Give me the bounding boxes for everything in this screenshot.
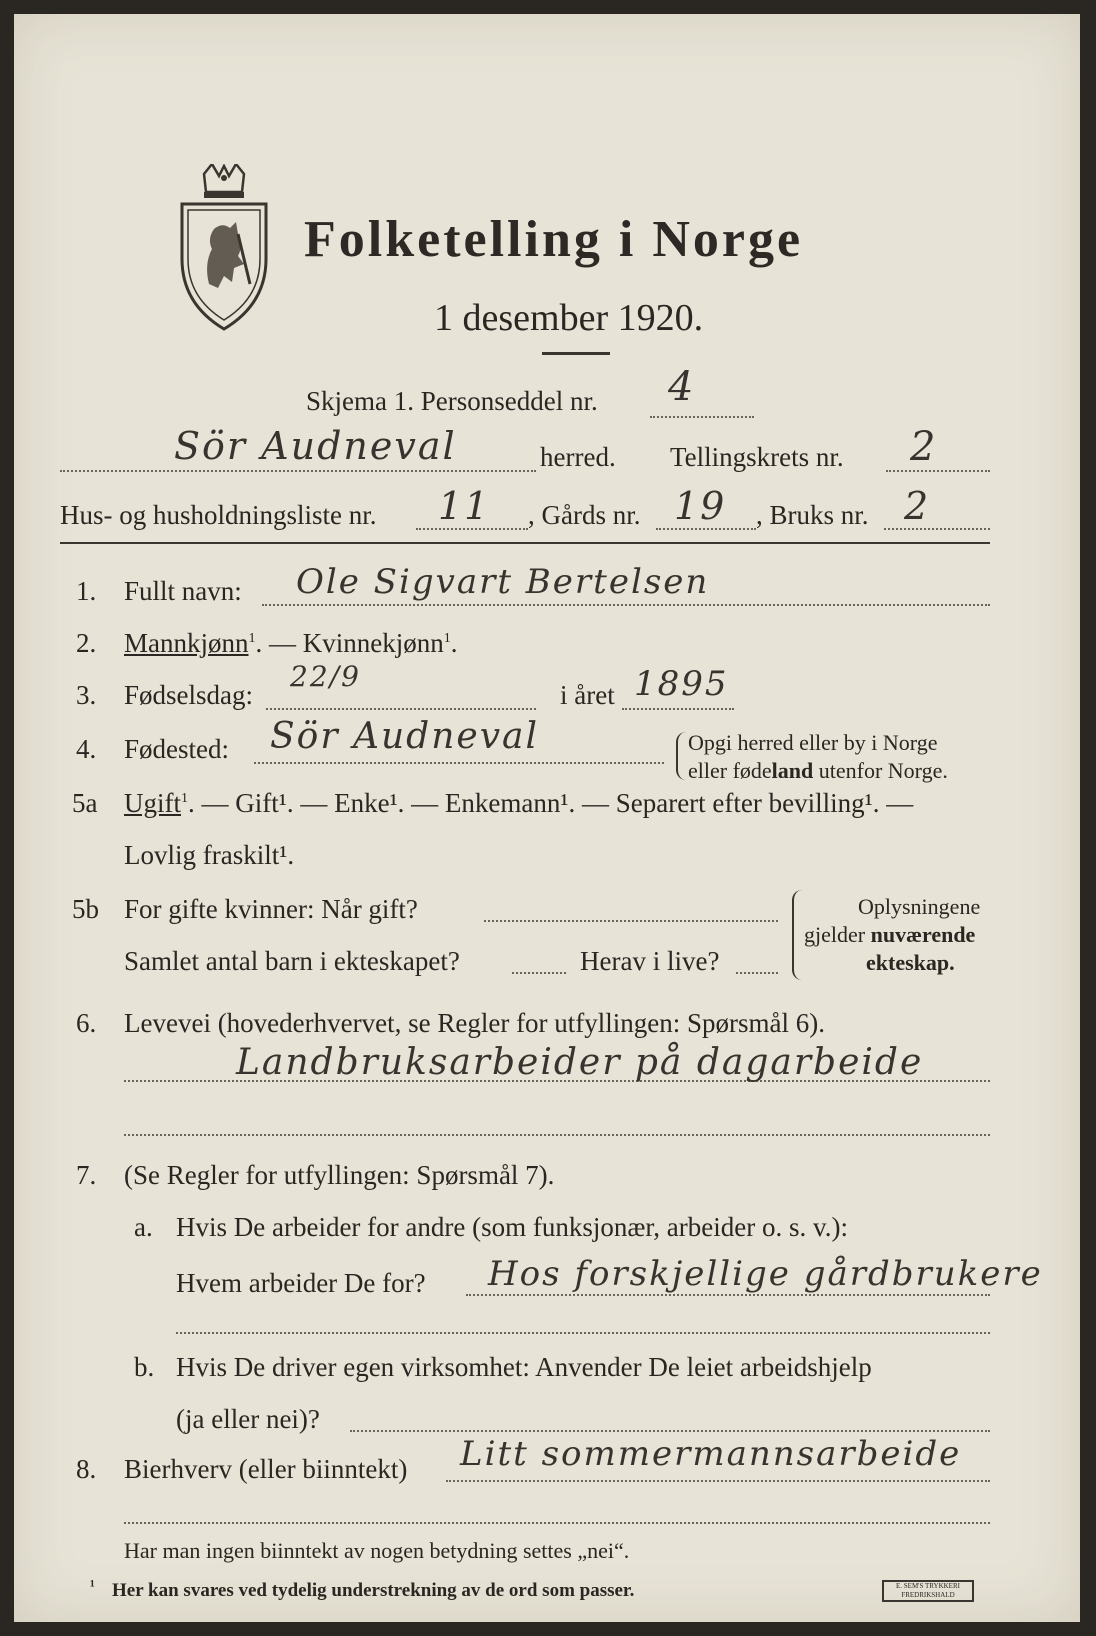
- q7a-line: [466, 1294, 990, 1296]
- herred-label: herred.: [540, 442, 616, 472]
- q2-number: 2.: [76, 628, 97, 658]
- q6-line2: [124, 1134, 990, 1136]
- footer-note: Har man ingen biinntekt av nogen betydning settes „nei“.: [124, 1538, 630, 1563]
- birthplace-value: Sör Audneval: [270, 716, 540, 757]
- q4-note-2c: utenfor Norge.: [813, 758, 948, 783]
- tellingskrets-line: [886, 470, 990, 472]
- q1-line: [262, 604, 990, 606]
- printer-stamp: E. SEM'S TRYKKERI FREDRIKSHALD: [882, 1580, 974, 1602]
- q4-note-2a: eller føde: [688, 758, 772, 783]
- q4-brace: [676, 732, 686, 780]
- q4-note-line2: [688, 758, 948, 784]
- tellingskrets-nr: 2: [910, 424, 938, 470]
- husliste-label: Hus- og husholdningsliste nr.: [60, 500, 377, 530]
- q5b-note-line3: ekteskap.: [866, 950, 955, 975]
- q8-line: [446, 1480, 990, 1482]
- header-rule: [60, 542, 990, 544]
- q7a-text: Hvis De arbeider for andre (som funksjonær, arbeider o. s. v.):: [176, 1212, 848, 1242]
- q5b-note-2b: nuværende: [870, 922, 976, 947]
- occupation-value: Landbruksarbeider på dagarbeide: [236, 1042, 924, 1083]
- q3-label: Fødselsdag:: [124, 680, 254, 710]
- census-form-page: [14, 14, 1080, 1622]
- footnote-text: Her kan svares ved tydelig understrekning av de ord som passer.: [112, 1580, 635, 1601]
- female-option: Kvinnekjønn: [302, 628, 444, 658]
- birth-year-value: 1895: [634, 664, 729, 704]
- q8-label: Bierhverv (eller biinntekt): [124, 1454, 408, 1484]
- q7a-label2: Hvem arbeider De for?: [176, 1268, 426, 1298]
- year-label: i året: [560, 680, 615, 710]
- gards-nr: 19: [674, 484, 727, 528]
- tellingskrets-label: Tellingskrets nr.: [670, 442, 844, 472]
- bruks-label: , Bruks nr.: [756, 500, 869, 530]
- herred-value: Sör Audneval: [174, 424, 457, 468]
- form-title: Folketelling i Norge: [304, 211, 804, 268]
- q5a-line2: Lovlig fraskilt¹.: [124, 840, 295, 870]
- personseddel-line: [650, 416, 754, 418]
- side-income-value: Litt sommermannsarbeide: [460, 1434, 962, 1474]
- q4-number: 4.: [76, 734, 97, 764]
- full-name-value: Ole Sigvart Bertelsen: [296, 562, 710, 602]
- q2-end: .: [450, 628, 458, 658]
- q5b-line2: [512, 972, 566, 974]
- q7-label: (Se Regler for utfyllingen: Spørsmål 7).: [124, 1160, 555, 1190]
- bruks-line: [884, 528, 990, 530]
- q4-note-line1: Opgi herred eller by i Norge: [688, 730, 938, 755]
- q5b-note-line1: Oplysningene: [858, 894, 981, 919]
- ugift-option: Ugift: [124, 788, 181, 818]
- skjema-label: Skjema 1. Personseddel nr.: [306, 386, 598, 416]
- year-line: [622, 708, 734, 710]
- q6-number: 6.: [76, 1008, 97, 1038]
- gards-label: , Gårds nr.: [528, 500, 641, 530]
- q3-number: 3.: [76, 680, 97, 710]
- bruks-nr: 2: [904, 484, 931, 528]
- q5b-line3: [736, 972, 778, 974]
- personseddel-nr: 4: [668, 364, 696, 410]
- employer-value: Hos forskjellige gårdbrukere: [488, 1254, 1043, 1294]
- q5b-number: 5b: [72, 894, 99, 924]
- husliste-nr: 11: [438, 484, 491, 528]
- q6-label: Levevei (hovederhvervet, se Regler for utfyllingen: Spørsmål 6).: [124, 1008, 826, 1038]
- q4-label: Fødested:: [124, 734, 229, 764]
- q5b-label2: Samlet antal barn i ekteskapet?: [124, 946, 460, 976]
- q1-number: 1.: [76, 576, 97, 606]
- q5b-line1: [484, 920, 778, 922]
- husliste-line: [416, 528, 528, 530]
- q4-note-2b: land: [771, 758, 814, 783]
- q8-number: 8.: [76, 1454, 97, 1484]
- q5b-brace: [792, 890, 802, 980]
- q7a-line2: [176, 1332, 990, 1334]
- q7b-letter: b.: [134, 1352, 155, 1382]
- q5b-note-line2: [804, 922, 975, 948]
- gards-line: [656, 528, 756, 530]
- q5a-other-options: . — Gift¹. — Enke¹. — Enkemann¹. — Separert efter bevilling¹. —: [188, 788, 914, 818]
- q5b-note-2a: gjelder: [804, 922, 871, 947]
- q3-line: [266, 708, 536, 710]
- q5a-options: Ugift$^1$. — Gift¹. — Enke¹. — Enkemann¹. — Separert efter bevilling¹. —: [124, 788, 914, 818]
- q2-separator: . —: [255, 628, 303, 658]
- q5b-label1: For gifte kvinner: Når gift?: [124, 894, 418, 924]
- q1-label: Fullt navn:: [124, 576, 242, 606]
- title-divider: [542, 352, 610, 355]
- q7b-label2: (ja eller nei)?: [176, 1404, 320, 1434]
- footnote-mark: ¹: [90, 1578, 95, 1595]
- q8-line2: [124, 1522, 990, 1524]
- male-option: Mannkjønn: [124, 628, 249, 658]
- herred-line: [60, 470, 536, 472]
- q5b-label3: Herav i live?: [580, 946, 720, 976]
- q7b-line: [350, 1430, 990, 1432]
- birthday-value: 22/9: [290, 660, 361, 693]
- census-date: 1 desember 1920.: [434, 297, 704, 339]
- q2-sex-options: Mannkjønn$^1$. — Kvinnekjønn$^1$.: [124, 628, 458, 658]
- q7b-text: Hvis De driver egen virksomhet: Anvender De leiet arbeidshjelp: [176, 1352, 872, 1382]
- q7-number: 7.: [76, 1160, 97, 1190]
- q4-line: [254, 762, 664, 764]
- q5a-number: 5a: [72, 788, 98, 818]
- q7a-letter: a.: [134, 1212, 153, 1242]
- norway-coat-of-arms-icon: [174, 164, 274, 334]
